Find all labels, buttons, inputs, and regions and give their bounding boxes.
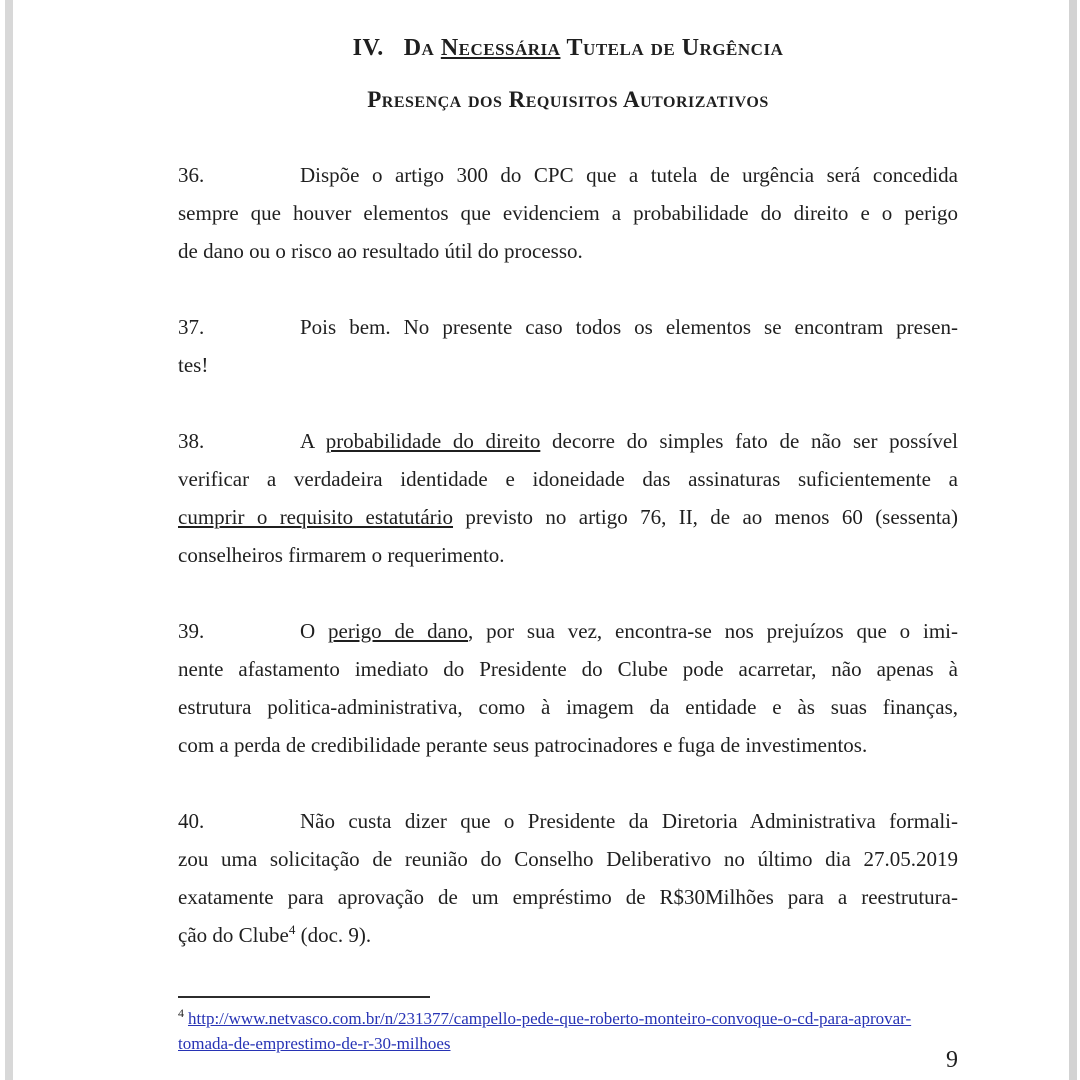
paragraph-40	[178, 802, 958, 954]
underlined-text: Necessária	[440, 35, 561, 61]
footnote-separator	[178, 996, 430, 998]
text-segment: estrutura politica-administrativa, como à imagem da entidade e às suas finanças,	[178, 695, 958, 719]
section-numeral: IV.	[352, 35, 384, 61]
section-title-text	[404, 35, 784, 61]
text-line	[178, 612, 958, 650]
text-line	[178, 156, 958, 194]
text-segment: ção do Clube	[178, 923, 289, 947]
superscript-marker: 4	[288, 922, 296, 937]
section-title	[178, 28, 958, 68]
text-line	[178, 536, 958, 574]
text-segment: verificar a verdadeira identidade e idoneidade das assinaturas suficientemente a	[178, 467, 958, 491]
footnote-marker: 4	[178, 1006, 184, 1021]
footnote-text	[178, 1006, 958, 1056]
underlined-text: perigo de dano	[328, 619, 468, 643]
paragraph-number: 36.	[178, 163, 205, 187]
underlined-text: cumprir o requisito estatutário	[178, 505, 454, 529]
text-line	[178, 308, 958, 346]
underlined-text: probabilidade do direito	[325, 429, 541, 453]
paragraph-38	[178, 422, 958, 574]
text-line	[178, 726, 958, 764]
text-line	[178, 194, 958, 232]
text-segment: O	[300, 619, 329, 643]
footnote-link[interactable]: http://www.netvasco.com.br/n/231377/campello-pede-que-roberto-monteiro-convoque-o-cd-para-aprovar- tomada-de-emprestimo-de-r-30-milhoes	[178, 1009, 912, 1053]
text-segment: tes!	[178, 353, 209, 377]
text-segment: previsto no artigo 76, II, de ao menos 60 (sessenta)	[453, 505, 958, 529]
text-line	[178, 802, 958, 840]
text-segment: Da	[403, 35, 441, 61]
paragraph-36	[178, 156, 958, 270]
text-line	[178, 346, 958, 384]
text-line	[178, 840, 958, 878]
text-line	[178, 498, 958, 536]
text-line	[178, 460, 958, 498]
text-line	[178, 688, 958, 726]
text-segment: sempre que houver elementos que evidenciem a probabilidade do direito e o perigo	[178, 201, 958, 225]
text-segment: , por sua vez, encontra-se nos prejuízos que o imi-	[468, 619, 958, 643]
paragraphs	[178, 156, 958, 954]
text-segment: conselheiros firmarem o requerimento.	[178, 543, 505, 567]
text-segment: exatamente para aprovação de um empréstimo de R$30Milhões para a reestrutura-	[178, 885, 958, 909]
paragraph-number: 37.	[178, 315, 205, 339]
text-line	[178, 422, 958, 460]
section-subtitle: Presença dos Requisitos Autorizativos	[367, 87, 769, 112]
text-segment: de dano ou o risco ao resultado útil do processo.	[178, 239, 583, 263]
text-segment: com a perda de credibilidade perante seus patrocinadores e fuga de investimentos.	[178, 733, 868, 757]
text-segment: decorre do simples fato de não ser possível	[540, 429, 958, 453]
paragraph-number: 39.	[178, 619, 205, 643]
text-segment: Dispõe o artigo 300 do CPC que a tutela de urgência será concedida	[300, 163, 958, 187]
section-heading	[178, 28, 958, 120]
text-segment: Não custa dizer que o Presidente da Diretoria Administrativa formali-	[300, 809, 958, 833]
paragraph-number: 38.	[178, 429, 205, 453]
text-segment: A	[300, 429, 326, 453]
text-segment: Tutela de Urgência	[560, 35, 784, 61]
text-line	[178, 232, 958, 270]
paragraph-39	[178, 612, 958, 764]
text-segment: (doc. 9).	[295, 923, 372, 947]
paragraph-number: 40.	[178, 809, 205, 833]
paragraph-37	[178, 308, 958, 384]
text-segment: nente afastamento imediato do Presidente do Clube pode acarretar, não apenas à	[178, 657, 958, 681]
text-segment: zou uma solicitação de reunião do Conselho Deliberativo no último dia 27.05.2019	[178, 847, 958, 871]
text-line	[178, 878, 958, 916]
page-number: 9	[946, 1047, 958, 1073]
text-segment: Pois bem. No presente caso todos os elementos se encontram presen-	[300, 315, 958, 339]
text-line	[178, 650, 958, 688]
footnote	[178, 996, 958, 1056]
text-line	[178, 916, 958, 954]
